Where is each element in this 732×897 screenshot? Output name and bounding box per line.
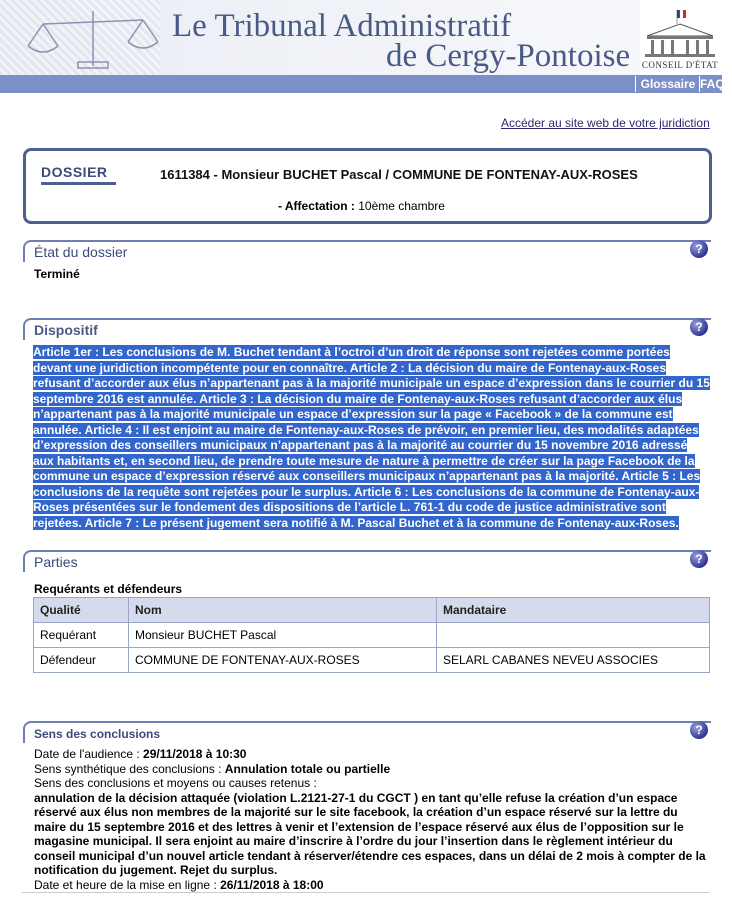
retenus-label: Sens des conclusions et moyens ou causes retenus :: [34, 776, 317, 790]
site-header: [0, 0, 732, 96]
dossier-number-title: 1611384 - Monsieur BUCHET Pascal / COMMUNE DE FONTENAY-AUX-ROSES: [160, 167, 638, 182]
etat-help-icon[interactable]: ?: [690, 240, 708, 258]
site-title-line1: Le Tribunal Administratif: [172, 8, 512, 44]
header-nav-band: [0, 75, 725, 93]
cell-nom: Monsieur BUCHET Pascal: [129, 623, 437, 648]
jurisdiction-website-link[interactable]: Accéder au site web de votre juridiction: [501, 116, 710, 130]
affectation-label: - Affectation :: [278, 199, 355, 213]
bottom-divider: [22, 892, 710, 893]
audience-label: Date de l'audience :: [34, 747, 140, 761]
dispositif-help-icon[interactable]: ?: [690, 318, 708, 336]
dossier-box: [23, 148, 712, 224]
cell-qualite: Requérant: [34, 623, 129, 648]
site-title-line2: de Cergy-Pontoise: [386, 38, 631, 74]
dossier-label: DOSSIER: [41, 164, 108, 180]
online-label: Date et heure de la mise en ligne :: [34, 877, 217, 892]
conseil-etat-logo-text: CONSEIL D'ÉTAT: [641, 60, 719, 70]
justice-scale-icon: [18, 6, 168, 72]
nav-glossaire[interactable]: Glossaire: [635, 76, 700, 92]
table-row: [34, 623, 710, 648]
nav-faq[interactable]: FAQ: [700, 77, 725, 91]
dispositif-section-title: Dispositif: [34, 322, 102, 338]
synth-line: [34, 762, 710, 777]
audience-line: [34, 747, 710, 762]
cell-qualite: Défendeur: [34, 648, 129, 673]
etat-section-title: État du dossier: [34, 244, 131, 260]
parties-section-title: Parties: [34, 554, 82, 570]
dispositif-text: [33, 345, 711, 531]
dispositif-section-header: [23, 318, 711, 340]
affectation-value: 10ème chambre: [358, 199, 445, 213]
table-header-row: [34, 598, 710, 623]
table-row: [34, 648, 710, 673]
conclusions-section-title: Sens des conclusions: [34, 727, 164, 741]
conclusions-section-header: [23, 721, 711, 743]
column-header-mandataire: Mandataire: [437, 598, 710, 623]
online-line: [34, 878, 710, 893]
parties-help-icon[interactable]: ?: [690, 550, 708, 568]
parties-table: [33, 597, 710, 673]
cell-nom: COMMUNE DE FONTENAY-AUX-ROSES: [129, 648, 437, 673]
conclusions-body: [34, 747, 710, 892]
dispositif-selected-text: Article 1er : Les conclusions de M. Buchet tendant à l’octroi d’un droit de réponse sont rejetées comme portées devant une juridiction incompétente pour en connaître. Article 2 : La décision du maire de Fontenay-aux-Roses refusant d’accorder aux élus n’appartenant pas à la majorité municipale un espace d’expression dans le courrier du 15 septembre 2016 est annulée. Article 3 : La décision du maire de Fontenay-aux-Roses refusant d’accorder aux élus n’appartenant pas à la majorité municipale un espace d’expression sur la page « Facebook » de la commune est annulée. Article 4 : Il est enjoint au maire de Fontenay-aux-Roses de prévoir, en premier lieu, des modalités adaptées d’expression des conseillers municipaux n’appartenant pas à la majorité au courrier du 15 novembre 2016 adressé aux habitants et, en second lieu, de prendre toute mesure de nature à permettre de créer sur la page Facebook de la commune un espace d’expression réservé aux conseillers municipaux n’appartenant pas à la majorité. Article 5 : Les conclusions de la requête sont rejetées pour le surplus. Article 6 : Les conclusions de la commune de Fontenay-aux-Roses présentées sur le fondement des dispositions de l’article L. 761-1 du code de justice administrative sont rejetées. Article 7 : Le présent jugement sera notifié à M. Pascal Buchet et à la commune de Fontenay-aux-Roses.: [33, 345, 710, 530]
conclusions-help-icon[interactable]: ?: [690, 721, 708, 739]
parties-section-header: [23, 550, 711, 572]
cell-mandataire: SELARL CABANES NEVEU ASSOCIES: [437, 648, 710, 673]
etat-section-header: [23, 240, 711, 262]
column-header-nom: Nom: [129, 598, 437, 623]
etat-value: Terminé: [34, 267, 80, 281]
cell-mandataire: [437, 623, 710, 648]
retenus-value: annulation de la décision attaquée (violation L.2121-27-1 du CGCT ) en tant qu’elle refuse la création d’un espace réservé aux élus non membres de la majorité sur le site facebook, la création d’un espace réservé sur la lettre du maire du 15 septembre 2016 et des lettres à venir et l’extension de l’espace réservé aux élus de l’opposition sur le magasine municipal. Il sera enjoint au maire d’inscrire à l’ordre du jour l’insertion dans le règlement intérieur du conseil municipal d’un nouvel article tendant à réserver/étendre ces espaces, dans un délai de 2 mois à compter de la notification du jugement. Rejet du surplus.: [34, 790, 706, 877]
synth-label: Sens synthétique des conclusions :: [34, 761, 222, 776]
column-header-qualite: Qualité: [34, 598, 129, 623]
dossier-affectation: [278, 199, 445, 213]
dossier-label-underline: [41, 182, 116, 185]
online-value: 26/11/2018 à 18:00: [220, 877, 324, 892]
audience-value: 29/11/2018 à 10:30: [143, 747, 247, 761]
synth-value: Annulation totale ou partielle: [224, 761, 391, 776]
parties-subtitle: Requérants et défendeurs: [34, 582, 183, 596]
